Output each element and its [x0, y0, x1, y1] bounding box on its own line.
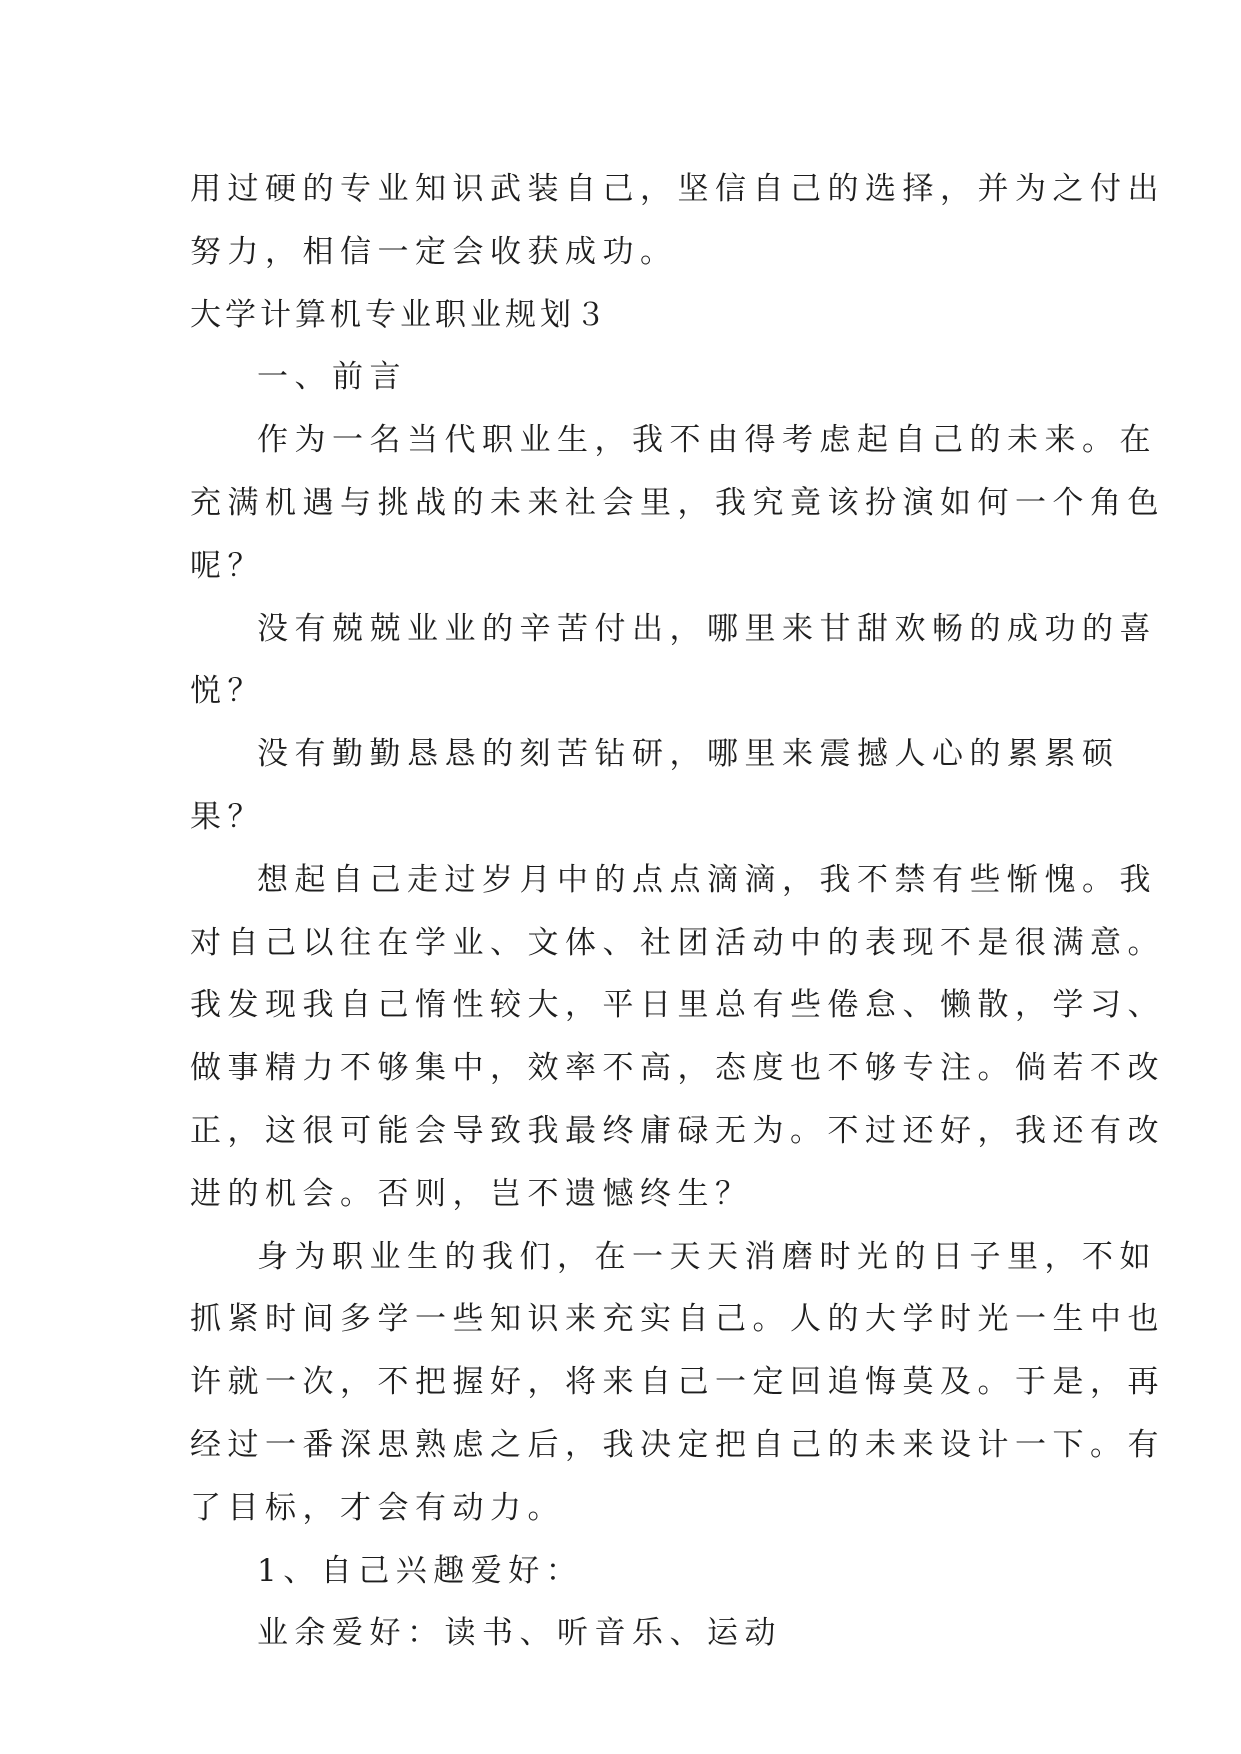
paragraph-line: 了目标，才会有动力。 — [190, 1489, 565, 1526]
paragraph-line: 对自己以往在学业、文体、社团活动中的表现不是很满意。 — [190, 924, 1165, 961]
section-title: 大学计算机专业职业规划３ — [190, 296, 610, 333]
document-body — [190, 158, 1165, 1665]
paragraph-line: 果？ — [190, 798, 265, 835]
section-subtitle: 一、前言 — [257, 359, 407, 396]
paragraph-line: 呢？ — [190, 547, 265, 584]
paragraph-line: 业余爱好：读书、听音乐、运动 — [257, 1615, 782, 1652]
paragraph-line: 正，这很可能会导致我最终庸碌无为。不过还好，我还有改 — [190, 1112, 1165, 1149]
paragraph-line: 努力，相信一定会收获成功。 — [190, 233, 678, 270]
paragraph-line: 想起自己走过岁月中的点点滴滴，我不禁有些惭愧。我 — [257, 861, 1157, 898]
paragraph-line: 充满机遇与挑战的未来社会里，我究竟该扮演如何一个角色 — [190, 484, 1165, 521]
paragraph-line: 许就一次，不把握好，将来自己一定回追悔莫及。于是，再 — [190, 1364, 1165, 1401]
paragraph-line: 身为职业生的我们，在一天天消磨时光的日子里，不如 — [257, 1238, 1157, 1275]
paragraph-line: 作为一名当代职业生，我不由得考虑起自己的未来。在 — [257, 422, 1157, 459]
paragraph-line: 经过一番深思熟虑之后，我决定把自己的未来设计一下。有 — [190, 1426, 1165, 1463]
paragraph-line: 用过硬的专业知识武装自己，坚信自己的选择，并为之付出 — [190, 171, 1165, 207]
paragraph-line: 没有勤勤恳恳的刻苦钻研，哪里来震撼人心的累累硕 — [257, 736, 1120, 773]
paragraph-line: 抓紧时间多学一些知识来充实自己。人的大学时光一生中也 — [190, 1301, 1165, 1338]
paragraph-line: 我发现我自己惰性较大，平日里总有些倦怠、懒散，学习、 — [190, 987, 1165, 1024]
paragraph-line: 没有兢兢业业的辛苦付出，哪里来甘甜欢畅的成功的喜 — [257, 610, 1157, 647]
paragraph-line: 进的机会。否则，岂不遗憾终生？ — [190, 1175, 753, 1212]
paragraph-line: 做事精力不够集中，效率不高，态度也不够专注。倘若不改 — [190, 1050, 1165, 1087]
paragraph-line: 悦？ — [190, 673, 265, 710]
list-heading: 1、自己兴趣爱好： — [257, 1552, 584, 1589]
